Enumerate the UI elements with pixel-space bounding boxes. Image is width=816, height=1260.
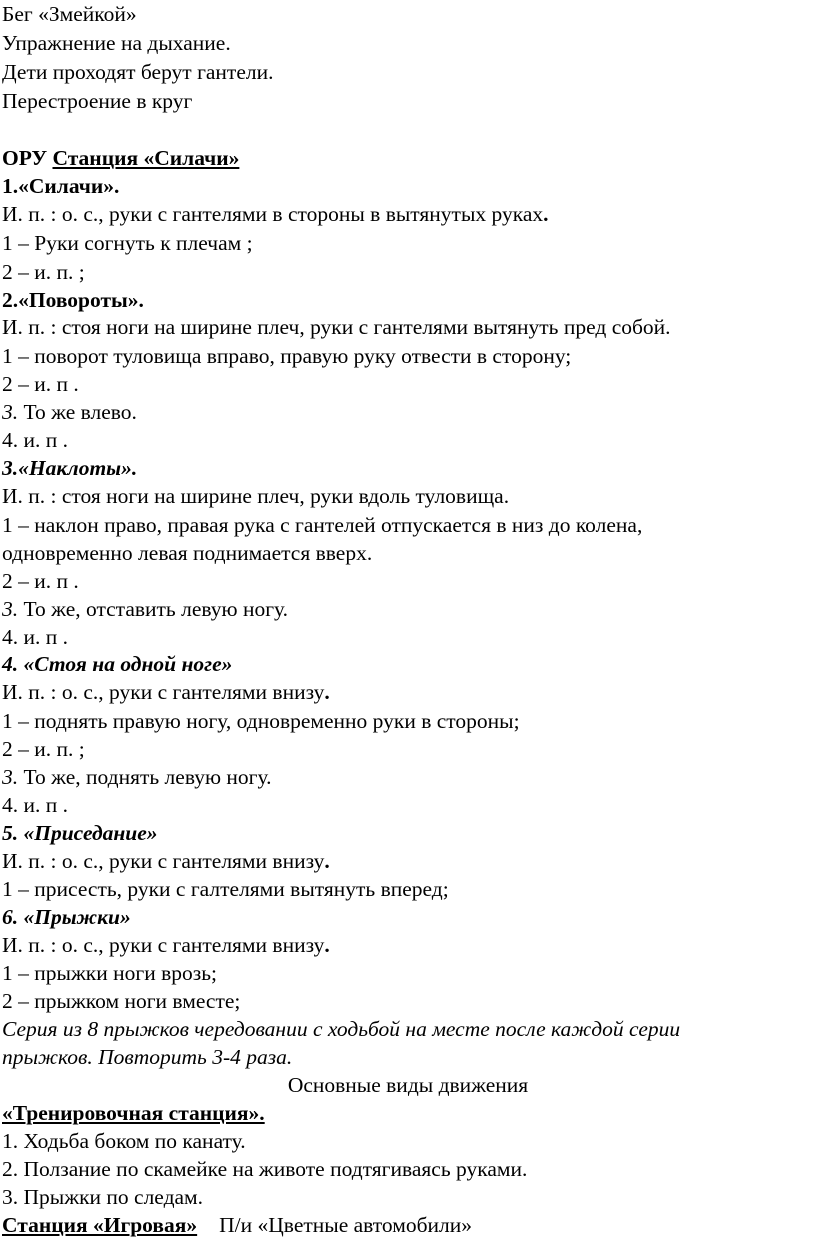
exercise-5-title: 5. «Приседание» — [2, 821, 158, 845]
ovd-item-2: 2. Ползание по скамейке на животе подтягиваясь руками. — [2, 1157, 528, 1181]
exercise-6-note-line-1: Серия из 8 прыжков чередовании с ходьбой на месте после каждой серии — [2, 1017, 681, 1041]
training-station-title: «Тренировочная станция». — [2, 1101, 265, 1125]
exercise-4-start-position — [2, 678, 330, 706]
exercise-6-note-line-2: прыжков. Повторить 3-4 раза. — [2, 1045, 293, 1069]
intro-line-4: Перестроение в круг — [2, 89, 193, 113]
exercise-2-title: 2.«Повороты». — [2, 288, 144, 312]
exercise-3-start-position: И. п. : стоя ноги на ширине плеч, руки вдоль туловища. — [2, 484, 510, 508]
ovd-item-1: 1. Ходьба боком по канату. — [2, 1129, 246, 1153]
exercise-4-step-1: 1 – поднять правую ногу, одновременно руки в стороны; — [2, 709, 520, 733]
exercise-2-step-1: 1 – поворот туловища вправо, правую руку отвести в сторону; — [2, 344, 572, 368]
oru-heading — [2, 144, 239, 172]
exercise-2-step-4: 4. и. п . — [2, 428, 69, 452]
exercise-6-ip-text: И. п. : о. с., руки с гантелями внизу — [2, 933, 325, 957]
exercise-2-step-3-text: То же влево. — [18, 400, 137, 424]
exercise-3-title: 3.«Наклоты». — [2, 456, 138, 480]
exercise-5-step-1: 1 – присесть, руки с галтелями вытянуть вперед; — [2, 877, 449, 901]
exercise-1-step-2: 2 – и. п. ; — [2, 260, 85, 284]
intro-line-2: Упражнение на дыхание. — [2, 31, 231, 55]
ovd-heading: Основные виды движения — [287, 1073, 529, 1097]
oru-station-title: Станция «Силачи» — [52, 146, 240, 170]
intro-line-3: Дети проходят берут гантели. — [2, 60, 274, 84]
exercise-6-step-1: 1 – прыжки ноги врозь; — [2, 961, 218, 985]
exercise-4-step-3-text: То же, поднять левую ногу. — [18, 765, 272, 789]
exercise-3-step-3-text: То же, отставить левую ногу. — [18, 597, 289, 621]
exercise-6-step-2: 2 – прыжком ноги вместе; — [2, 989, 241, 1013]
exercise-3-step-1-line-2: одновременно левая поднимается вверх. — [2, 541, 373, 565]
exercise-1-title: 1.«Силачи». — [2, 174, 120, 198]
exercise-4-ip-text: И. п. : о. с., руки с гантелями внизу — [2, 680, 325, 704]
game-name: П/и «Цветные автомобили» — [219, 1213, 473, 1237]
exercise-5-ip-text: И. п. : о. с., руки с гантелями внизу — [2, 849, 325, 873]
exercise-2-step-2: 2 – и. п . — [2, 372, 79, 396]
exercise-1-ip-text: И. п. : о. с., руки с гантелями в стороны в вытянутых руках — [2, 202, 544, 226]
exercise-4-title: 4. «Стоя на одной ноге» — [2, 652, 233, 676]
oru-prefix: ОРУ — [2, 146, 48, 170]
exercise-5-ip-end: . — [324, 849, 330, 873]
exercise-1-ip-end: . — [543, 202, 549, 226]
exercise-4-ip-end: . — [324, 680, 330, 704]
game-station-title: Станция «Игровая» — [2, 1213, 198, 1237]
exercise-2-step-3 — [2, 398, 137, 426]
intro-line-1: Бег «Змейкой» — [2, 2, 137, 26]
exercise-3-step-2: 2 – и. п . — [2, 569, 79, 593]
exercise-5-start-position — [2, 847, 330, 875]
game-station-line — [2, 1211, 472, 1239]
exercise-4-step-3 — [2, 763, 271, 791]
exercise-4-step-4: 4. и. п . — [2, 793, 69, 817]
ovd-item-3: 3. Прыжки по следам. — [2, 1185, 204, 1209]
exercise-6-ip-end: . — [324, 933, 330, 957]
exercise-6-title: 6. «Прыжки» — [2, 905, 131, 929]
exercise-3-step-4: 4. и. п . — [2, 625, 69, 649]
exercise-2-step-3-number: 3. — [2, 400, 19, 424]
exercise-1-start-position — [2, 200, 549, 228]
exercise-1-step-1: 1 – Руки согнуть к плечам ; — [2, 231, 253, 255]
exercise-3-step-3-number: 3. — [2, 597, 19, 621]
exercise-4-step-3-number: 3. — [2, 765, 19, 789]
exercise-2-start-position: И. п. : стоя ноги на ширине плеч, руки с гантелями вытянуть пред собой. — [2, 315, 671, 339]
exercise-3-step-1-line-1: 1 – наклон право, правая рука с гантелей отпускается в низ до колена, — [2, 513, 643, 537]
exercise-3-step-3 — [2, 595, 288, 623]
exercise-6-start-position — [2, 931, 330, 959]
exercise-4-step-2: 2 – и. п. ; — [2, 737, 85, 761]
